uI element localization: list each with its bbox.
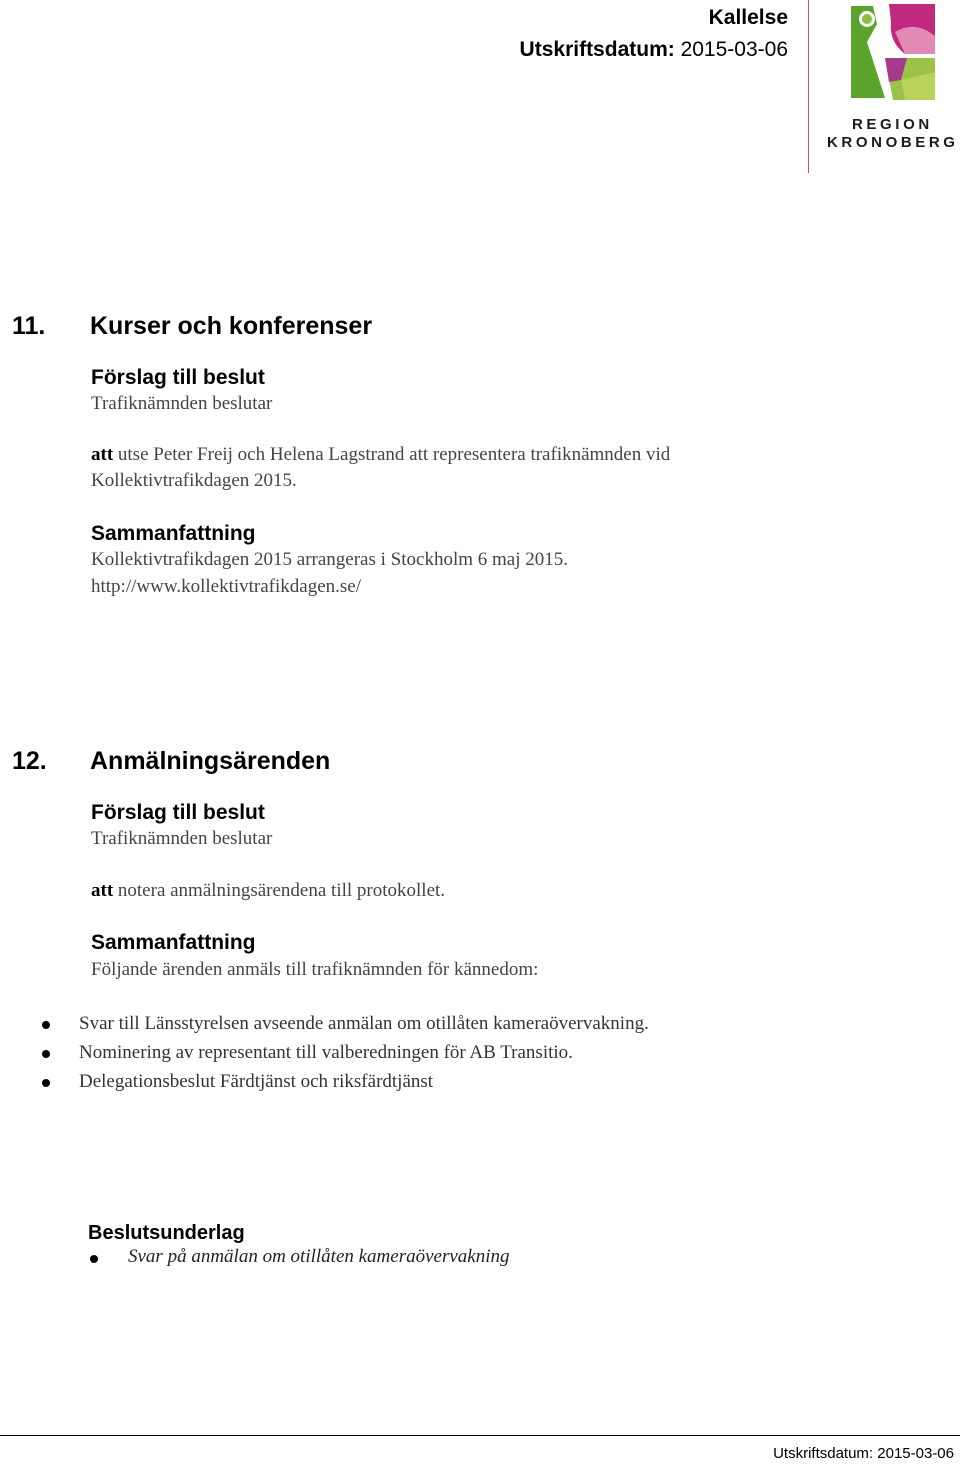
section-number: 12. [12, 747, 47, 775]
decision-text [91, 878, 811, 904]
summary-text: Kollektivtrafikdagen 2015 arrangeras i Stockholm 6 maj 2015. [91, 549, 568, 570]
document-type-title: Kallelse [708, 6, 788, 29]
print-date-label: Utskriftsdatum: [519, 38, 675, 61]
footer-print-date: Utskriftsdatum: 2015-03-06 [773, 1445, 954, 1462]
region-kronoberg-logo [845, 2, 938, 102]
bullet-icon [42, 1021, 50, 1029]
summary-link[interactable]: http://www.kollektivtrafikdagen.se/ [91, 576, 361, 597]
summary-heading: Sammanfattning [91, 522, 256, 545]
logo-text-region: REGION [852, 116, 933, 133]
decision-text [91, 442, 811, 494]
proposal-heading: Förslag till beslut [91, 801, 265, 824]
logo-text-kronoberg: KRONOBERG [827, 134, 959, 151]
bullet-icon [90, 1255, 98, 1263]
attachment-link[interactable]: Svar på anmälan om otillåten kameraövervakning [128, 1246, 510, 1267]
summary-intro: Följande ärenden anmäls till trafiknämnden för kännedom: [91, 959, 539, 980]
decision-body: notera anmälningsärendena till protokollet. [113, 880, 446, 901]
bullet-icon [42, 1050, 50, 1058]
decision-att: att [91, 444, 114, 465]
print-date-value: 2015-03-06 [680, 38, 788, 61]
footer-divider [0, 1435, 960, 1436]
print-date [520, 38, 788, 62]
bullet-icon [42, 1079, 50, 1087]
proposal-intro: Trafiknämnden beslutar [91, 828, 273, 849]
section-number: 11. [12, 312, 46, 340]
summary-heading: Sammanfattning [91, 931, 256, 954]
proposal-heading: Förslag till beslut [91, 366, 265, 389]
logo-divider [808, 0, 809, 173]
decision-body: utse Peter Freij och Helena Lagstrand att representera trafiknämnden vid Kollektivtrafikdagen 2015. [91, 444, 671, 491]
proposal-intro: Trafiknämnden beslutar [91, 393, 273, 414]
section-title: Kurser och konferenser [90, 312, 373, 340]
section-title: Anmälningsärenden [90, 747, 331, 775]
decision-att: att [91, 880, 114, 901]
attachments-heading: Beslutsunderlag [88, 1222, 245, 1244]
